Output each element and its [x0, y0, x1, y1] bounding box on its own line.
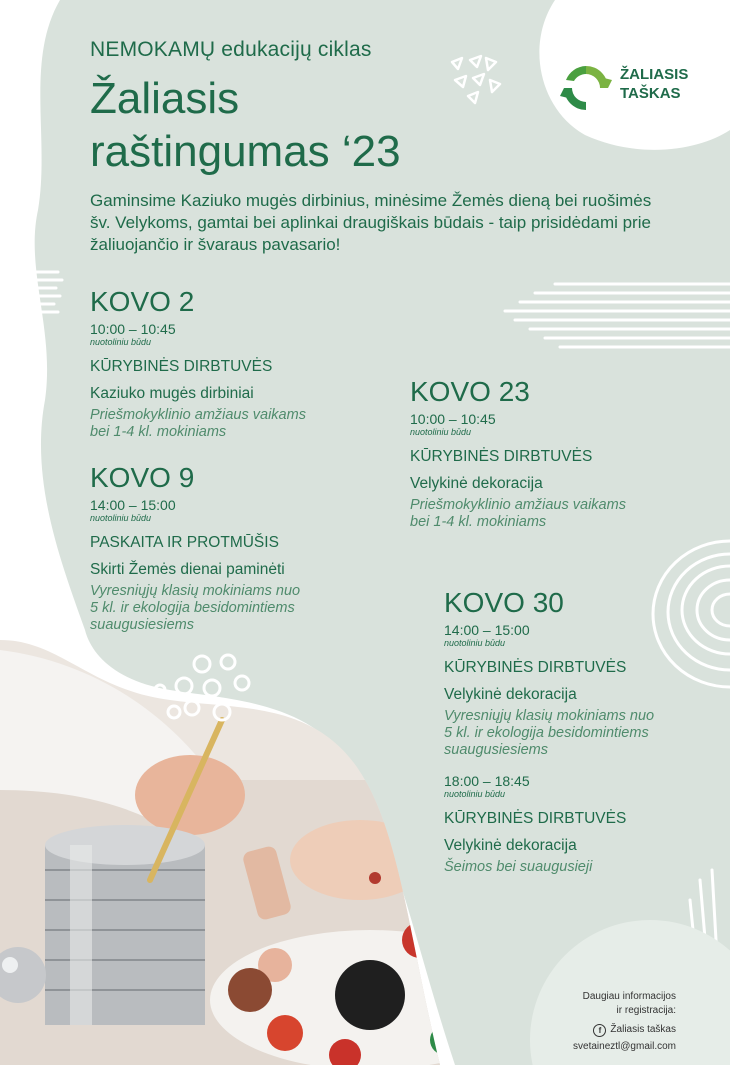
- event-kovo-9: [90, 463, 300, 634]
- more-info-label: Daugiau informacijos: [582, 991, 676, 1002]
- event-mode: nuotoliniu būdu: [410, 427, 472, 437]
- event-category: KŪRYBINĖS DIRBTUVĖS: [444, 659, 627, 676]
- event-audience-line: 5 kl. ir ekologija besidomintiems: [444, 725, 649, 741]
- event-topic: Velykinė dekoracija: [444, 686, 577, 703]
- event-category: PASKAITA IR PROTMŪŠIS: [90, 534, 279, 551]
- series-subtitle: NEMOKAMŲ edukacijų ciklas: [90, 38, 372, 61]
- event-topic: Velykinė dekoracija: [444, 837, 577, 854]
- event-audience-line: suaugusiesiems: [90, 617, 194, 633]
- logo-line-2: TAŠKAS: [620, 85, 681, 102]
- event-audience-line: Priešmokyklinio amžiaus vaikams: [90, 407, 306, 423]
- zaliasis-taskas-logo: [558, 60, 708, 116]
- contact-info: [476, 990, 676, 1054]
- event-date: KOVO 9: [90, 462, 195, 493]
- event-topic: Skirti Žemės dienai paminėti: [90, 561, 285, 578]
- registration-label: ir registracija:: [616, 1005, 676, 1016]
- event-time: 10:00 – 10:45: [410, 411, 496, 427]
- logo-line-1: ŽALIASIS: [620, 66, 689, 83]
- event-kovo-2: [90, 287, 306, 441]
- event-kovo-30: [444, 588, 654, 876]
- logo-text: [620, 65, 688, 103]
- event-audience-line: bei 1-4 kl. mokiniams: [90, 424, 227, 440]
- event-audience-line: Šeimos bei suaugusieji: [444, 859, 593, 875]
- event-date: KOVO 30: [444, 587, 564, 618]
- page-title: [90, 72, 401, 178]
- event-time: 10:00 – 10:45: [90, 321, 176, 337]
- event-audience-line: suaugusiesiems: [444, 742, 548, 758]
- event-time: 14:00 – 15:00: [90, 497, 176, 513]
- event-topic: Velykinė dekoracija: [410, 475, 543, 492]
- event-category: KŪRYBINĖS DIRBTUVĖS: [444, 810, 627, 827]
- event-kovo-23: [410, 377, 626, 531]
- event-time: 18:00 – 18:45: [444, 773, 530, 789]
- event-date: KOVO 23: [410, 376, 530, 407]
- event-audience-line: bei 1-4 kl. mokiniams: [410, 514, 547, 530]
- title-line-2: raštingumas ‘23: [90, 127, 401, 176]
- event-audience-line: Vyresniųjų klasių mokiniams nuo: [444, 708, 655, 724]
- facebook-link[interactable]: [593, 1023, 676, 1037]
- email-link[interactable]: svetaineztl@gmail.com: [573, 1040, 676, 1052]
- recycle-logo-icon: [558, 60, 614, 116]
- event-category: KŪRYBINĖS DIRBTUVĖS: [90, 358, 273, 375]
- event-topic: Kaziuko mugės dirbiniai: [90, 385, 254, 402]
- event-audience-line: 5 kl. ir ekologija besidomintiems: [90, 600, 295, 616]
- event-mode: nuotoliniu būdu: [90, 337, 152, 347]
- facebook-icon: f: [593, 1024, 606, 1037]
- intro-paragraph: Gaminsime Kaziuko mugės dirbinius, minėsime Žemės dieną bei ruošimės šv. Velykoms, gamtai bei aplinkai draugiškais būdais - taip prisidėdami prie žaliuojančio ir švaraus pavasario!: [90, 191, 652, 254]
- event-audience-line: Priešmokyklinio amžiaus vaikams: [410, 497, 626, 513]
- event-mode: nuotoliniu būdu: [444, 789, 506, 799]
- event-mode: nuotoliniu būdu: [90, 513, 152, 523]
- event-date: KOVO 2: [90, 286, 195, 317]
- event-time: 14:00 – 15:00: [444, 622, 530, 638]
- facebook-page-name: Žaliasis taškas: [610, 1024, 676, 1035]
- event-audience-line: Vyresniųjų klasių mokiniams nuo: [90, 583, 301, 599]
- event-mode: nuotoliniu būdu: [444, 638, 506, 648]
- title-line-1: Žaliasis: [90, 74, 240, 123]
- event-category: KŪRYBINĖS DIRBTUVĖS: [410, 448, 593, 465]
